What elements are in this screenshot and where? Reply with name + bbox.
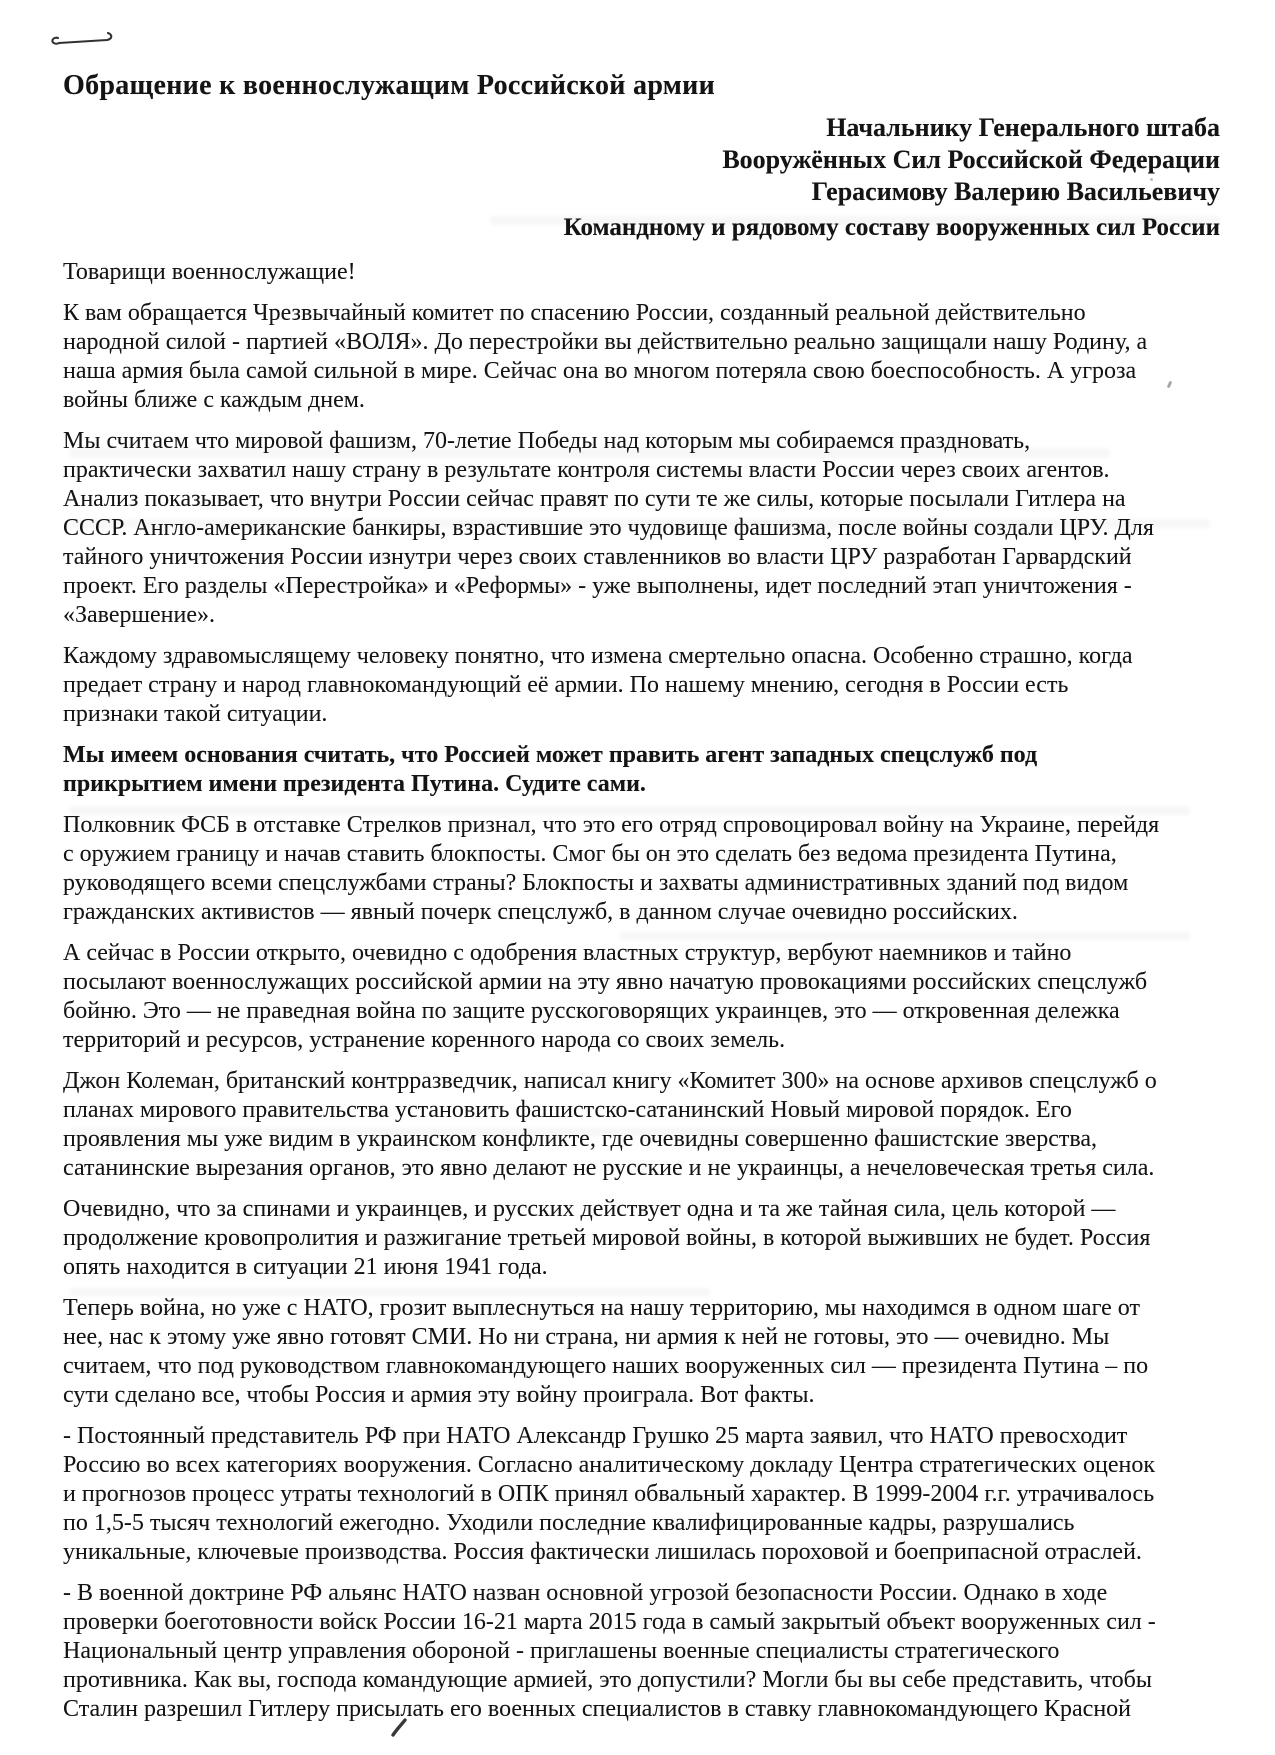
text-line: планах мирового правительства установить фашистско-сатанинский Новый мировой порядок. Его	[63, 1097, 1072, 1123]
paragraph	[63, 1579, 1220, 1724]
text-line: Анализ показывает, что внутри России сейчас правят по сути те же силы, которые посылали Гитлера на	[63, 486, 1126, 512]
addressee-line: Начальнику Генерального штаба	[826, 113, 1220, 142]
text-line: Сталин разрешил Гитлеру присылать его военных специалистов в ставку главнокомандующего Красной	[63, 1696, 1132, 1722]
document-body	[63, 299, 1220, 1736]
text-line: Теперь война, но уже с НАТО, грозит выплеснуться на нашу территорию, мы находимся в одном шаге от	[63, 1295, 1140, 1321]
text-line: А сейчас в России открыто, очевидно с одобрения властных структур, вербуют наемников и тайно	[63, 940, 1072, 966]
text-line: проект. Его разделы «Перестройка» и «Реформы» - уже выполнены, идет последний этап уничтожения -	[63, 573, 1132, 599]
text-line: сатанинские вырезания органов, это явно делают не русские и не украинцы, а нечеловеческая третья сила.	[63, 1155, 1155, 1181]
text-line: Мы считаем что мировой фашизм, 70-летие Победы над которым мы собираемся праздновать,	[63, 428, 1031, 454]
text-line: по 1,5-5 тысяч технологий ежегодно. Уходили последние квалифицированные кадры, разрушались	[63, 1510, 1075, 1536]
text-line: Мы имеем основания считать, что Россией может править агент западных спецслужб под	[63, 742, 1038, 768]
text-line: уникальные, ключевые производства. Россия фактически лишилась пороховой и боеприпасной отраслей.	[63, 1539, 1142, 1565]
text-line: «Завершение».	[63, 602, 215, 628]
text-line: бойню. Это — не праведная война по защите русскоговорящих украинцев, это — откровенная дележка	[63, 998, 1120, 1024]
text-line: Россию во всех категориях вооружения. Согласно аналитическому докладу Центра стратегических оценок	[63, 1452, 1155, 1478]
text-line: Национальный центр управления обороной - приглашены военные специалисты стратегического	[63, 1638, 1060, 1664]
text-line: противника. Как вы, господа командующие армией, это допустили? Могли бы вы себе представить, чтобы	[63, 1667, 1153, 1693]
text-line: народной силой - партией «ВОЛЯ». До перестройки вы действительно реально защищали нашу Родину, а	[63, 329, 1148, 355]
paragraph	[63, 1195, 1220, 1282]
text-line: сути сделано все, чтобы Россия и армия эту войну проиграла. Вот факты.	[63, 1382, 815, 1408]
paragraph	[63, 642, 1220, 729]
text-line: и прогнозов процесс утраты технологий в ОПК принял обвальный характер. В 1999-2004 г.г. утрачивалось	[63, 1481, 1155, 1507]
text-line: посылают военнослужащих российской армии на эту явно начатую провокациями российских спецслужб	[63, 969, 1148, 995]
text-line: СССР. Англо-американские банкиры, взрастившие это чудовище фашизма, после войны создали ЦРУ. Для	[63, 515, 1154, 541]
text-line: продолжение кровопролития и разжигание третьей мировой войны, в которой выживших не будет. Россия	[63, 1225, 1151, 1251]
text-line: считаем, что под руководством главнокомандующего наших вооруженных сил — президента Путина – по	[63, 1353, 1149, 1379]
document-title: Обращение к военнослужащим Российской армии	[63, 70, 716, 101]
text-line: опять находится в ситуации 21 июня 1941 года.	[63, 1254, 548, 1280]
addressee-second-line: Командному и рядовому составу вооруженных сил России	[563, 214, 1220, 241]
text-line: Джон Колеман, британский контрразведчик, написал книгу «Комитет 300» на основе архивов спецслужб о	[63, 1068, 1157, 1094]
addressee-block	[63, 112, 1220, 208]
paragraph	[63, 811, 1220, 927]
text-line: предает страну и народ главнокомандующий её армии. По нашему мнению, сегодня в России есть	[63, 672, 1069, 698]
text-line: тайного уничтожения России изнутри через своих ставленников во власти ЦРУ разработан Гарвардский	[63, 544, 1132, 570]
text-line: К вам обращается Чрезвычайный комитет по спасению России, созданный реальной действительно	[63, 300, 1086, 326]
text-line: - Постоянный представитель РФ при НАТО Александр Грушко 25 марта заявил, что НАТО превосходит	[63, 1423, 1128, 1449]
text-line: Очевидно, что за спинами и украинцев, и русских действует одна и та же тайная сила, цель которой —	[63, 1196, 1116, 1222]
paragraph	[63, 939, 1220, 1055]
text-line: проявления мы уже видим в украинском конфликте, где очевидны совершенно фашистские зверства,	[63, 1126, 1098, 1152]
paragraph	[63, 427, 1220, 630]
text-line: - В военной доктрине РФ альянс НАТО назван основной угрозой безопасности России. Однако в ходе	[63, 1580, 1108, 1606]
paragraph	[63, 1422, 1220, 1567]
text-line: гражданских активистов — явный почерк спецслужб, в данном случае очевидно российских.	[63, 899, 1018, 925]
paragraph-emphasis	[63, 741, 1220, 799]
salutation: Товарищи военнослужащие!	[63, 259, 356, 285]
text-line: Каждому здравомыслящему человеку понятно, что измена смертельно опасна. Особенно страшно, когда	[63, 643, 1133, 669]
text-line: нее, нас к этому уже явно готовят СМИ. Но ни страна, ни армия к ней не готовы, это — очевидно. Мы	[63, 1324, 1110, 1350]
text-line: Полковник ФСБ в отставке Стрелков признал, что это его отряд спровоцировал войну на Украине, перейдя	[63, 812, 1160, 838]
addressee-line: Герасимову Валерию Васильевичу	[811, 177, 1220, 206]
addressee-line: Вооружённых Сил Российской Федерации	[722, 145, 1220, 174]
paragraph	[63, 1294, 1220, 1410]
text-line: наша армия была самой сильной в мире. Сейчас она во многом потеряла свою боеспособность. А угроза	[63, 358, 1137, 384]
text-line: практически захватил нашу страну в результате контроля системы власти России через своих агентов.	[63, 457, 1110, 483]
text-line: прикрытием имени президента Путина. Судите сами.	[63, 771, 646, 797]
text-block	[63, 0, 1220, 1755]
text-line: признаки такой ситуации.	[63, 701, 328, 727]
text-line: войны ближе с каждым днем.	[63, 387, 365, 413]
text-line: с оружием границу и начав ставить блокпосты. Смог бы он это сделать без ведома президента Путина,	[63, 841, 1117, 867]
text-line: территорий и ресурсов, устранение коренного народа со своих земель.	[63, 1027, 786, 1053]
text-line: руководящего всеми спецслужбами страны? Блокпосты и захваты административных зданий под видом	[63, 870, 1129, 896]
paragraph	[63, 1067, 1220, 1183]
text-line: проверки боеготовности войск России 16-21 марта 2015 года в самый закрытый объект вооруженных сил -	[63, 1609, 1156, 1635]
paragraph	[63, 299, 1220, 415]
